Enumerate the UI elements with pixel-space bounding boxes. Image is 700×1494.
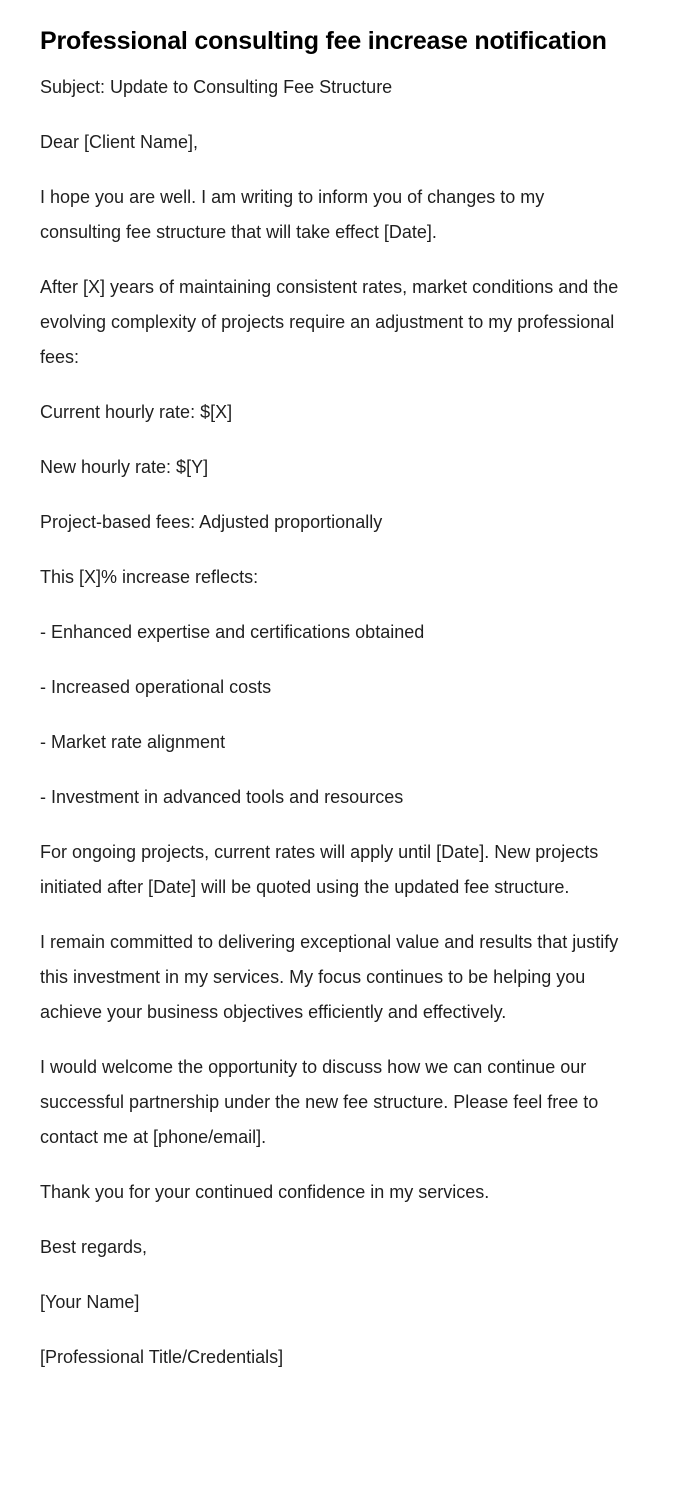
subject-line: Subject: Update to Consulting Fee Structure bbox=[40, 77, 393, 97]
transition-paragraph: For ongoing projects, current rates will apply until [Date]. New projects initiated after [Date] will be quoted using the updated fee structure. bbox=[40, 842, 599, 897]
signature-name: [Your Name] bbox=[40, 1292, 140, 1312]
commitment-paragraph: I remain committed to delivering exceptional value and results that justify this investment in my services. My focus continues to be helping you achieve your business objectives efficiently and effectively. bbox=[40, 932, 619, 1022]
bullet-market: - Market rate alignment bbox=[40, 732, 226, 752]
bullet-tools: - Investment in advanced tools and resources bbox=[40, 787, 404, 807]
thanks-line: Thank you for your continued confidence in my services. bbox=[40, 1182, 490, 1202]
context-paragraph: After [X] years of maintaining consistent rates, market conditions and the evolving complexity of projects require an adjustment to my professional fees: bbox=[40, 277, 619, 367]
signature-title: [Professional Title/Credentials] bbox=[40, 1347, 284, 1367]
bullet-expertise: - Enhanced expertise and certifications obtained bbox=[40, 622, 425, 642]
salutation: Dear [Client Name], bbox=[40, 132, 199, 152]
closing-line: Best regards, bbox=[40, 1237, 148, 1257]
discussion-paragraph: I would welcome the opportunity to discuss how we can continue our successful partnership under the new fee structure. Please feel free to contact me at [phone/email]. bbox=[40, 1057, 599, 1147]
new-rate-line: New hourly rate: $[Y] bbox=[40, 457, 209, 477]
intro-paragraph: I hope you are well. I am writing to inform you of changes to my consulting fee structure that will take effect [Date]. bbox=[40, 187, 545, 242]
increase-reflects-line: This [X]% increase reflects: bbox=[40, 567, 259, 587]
current-rate-line: Current hourly rate: $[X] bbox=[40, 402, 233, 422]
bullet-costs: - Increased operational costs bbox=[40, 677, 272, 697]
project-fees-line: Project-based fees: Adjusted proportionally bbox=[40, 512, 383, 532]
page-title: Professional consulting fee increase notification bbox=[40, 27, 607, 55]
